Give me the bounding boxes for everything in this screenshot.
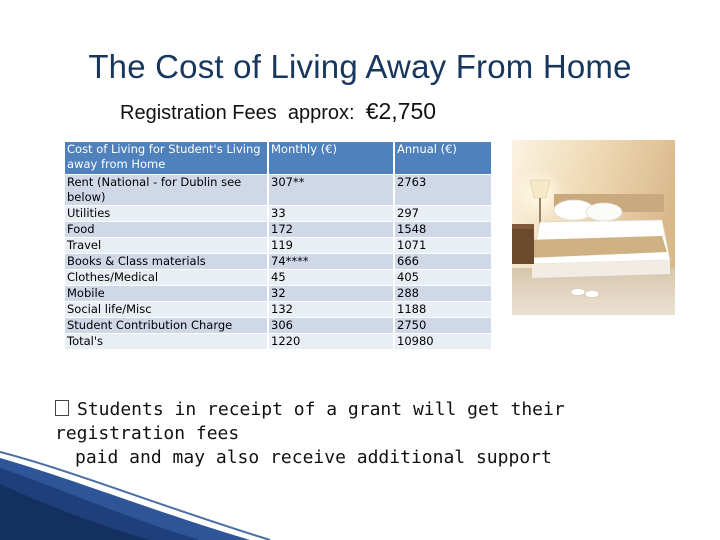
row-item: Books & Class materials (65, 254, 267, 269)
row-annual: 1071 (393, 238, 491, 253)
table-row-total (65, 334, 491, 349)
row-monthly: 74**** (267, 254, 393, 269)
row-annual: 297 (393, 206, 491, 221)
row-item: Food (65, 222, 267, 237)
row-annual: 405 (393, 270, 491, 285)
bedroom-illustration (512, 140, 675, 315)
corner-swoosh-decoration (0, 448, 280, 540)
slide-title: The Cost of Living Away From Home (88, 48, 632, 85)
table-row (65, 286, 491, 301)
table-row (65, 302, 491, 317)
row-annual: 2750 (393, 318, 491, 333)
table-row (65, 222, 491, 237)
row-annual: 1548 (393, 222, 491, 237)
row-monthly: 1220 (267, 334, 393, 349)
row-monthly: 33 (267, 206, 393, 221)
row-item: Total's (65, 334, 267, 349)
table-header-row (65, 142, 491, 174)
table-row (65, 318, 491, 333)
grant-note-text-1: Students in receipt of a grant will get their registration fees (55, 399, 565, 444)
row-monthly: 172 (267, 222, 393, 237)
row-item: Mobile (65, 286, 267, 301)
row-monthly: 132 (267, 302, 393, 317)
bullet-square-icon (55, 400, 69, 416)
registration-fees-amount: €2,750 (365, 98, 437, 124)
header-item: Cost of Living for Student's Living away from Home (65, 142, 267, 174)
bedroom-photo (512, 140, 675, 315)
cost-of-living-table (65, 141, 491, 350)
header-monthly: Monthly (€) (267, 142, 393, 174)
row-item: Social life/Misc (65, 302, 267, 317)
row-item: Clothes/Medical (65, 270, 267, 285)
grant-note-line-1 (55, 398, 685, 446)
row-monthly: 32 (267, 286, 393, 301)
row-annual: 666 (393, 254, 491, 269)
row-annual: 10980 (393, 334, 491, 349)
table-row (65, 175, 491, 205)
row-item: Rent (National - for Dublin see below) (65, 175, 267, 205)
row-monthly: 307** (267, 175, 393, 205)
row-monthly: 306 (267, 318, 393, 333)
row-item: Utilities (65, 206, 267, 221)
row-item: Travel (65, 238, 267, 253)
table-row (65, 206, 491, 221)
table-row (65, 238, 491, 253)
table-row (65, 254, 491, 269)
row-annual: 288 (393, 286, 491, 301)
row-monthly: 45 (267, 270, 393, 285)
grant-note-line-2: paid and may also receive additional support (75, 447, 552, 468)
registration-fees-label: Registration Fees approx: (120, 102, 355, 124)
row-annual: 1188 (393, 302, 491, 317)
registration-fees-line (120, 98, 436, 125)
table-row (65, 270, 491, 285)
row-monthly: 119 (267, 238, 393, 253)
row-item: Student Contribution Charge (65, 318, 267, 333)
header-annual: Annual (€) (393, 142, 491, 174)
row-annual: 2763 (393, 175, 491, 205)
